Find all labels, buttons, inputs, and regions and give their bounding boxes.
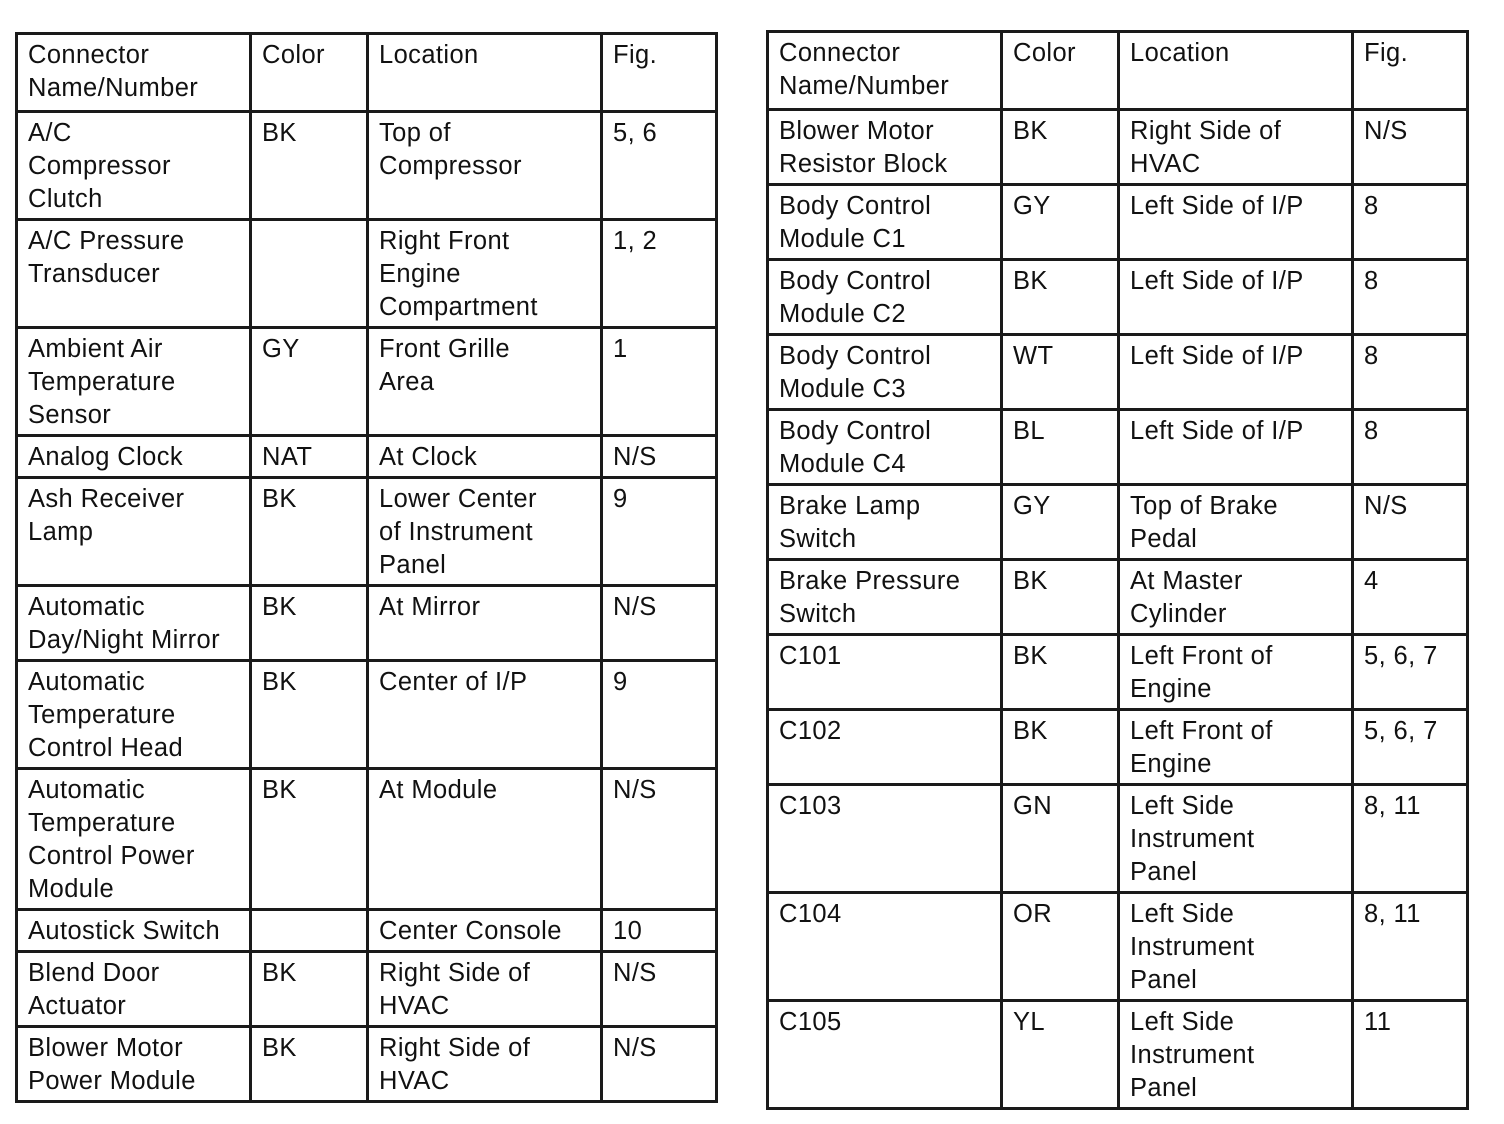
connector-name-cell: Body Control Module C1 [768, 185, 1002, 260]
location-cell: Center of I/P [368, 661, 602, 769]
table-row [17, 769, 717, 910]
color-cell: WT [1002, 335, 1119, 410]
table-row [768, 410, 1468, 485]
location-cell: Left Side Instrument Panel [1119, 893, 1353, 1001]
color-cell [251, 910, 368, 952]
fig-cell: N/S [1353, 485, 1468, 560]
color-cell: OR [1002, 893, 1119, 1001]
connector-name-cell: Body Control Module C2 [768, 260, 1002, 335]
location-cell: Left Side of I/P [1119, 185, 1353, 260]
fig-cell: 8, 11 [1353, 785, 1468, 893]
color-cell: BK [251, 478, 368, 586]
connector-name-cell: Blower Motor Resistor Block [768, 110, 1002, 185]
connector-name-cell: Automatic Temperature Control Power Module [17, 769, 251, 910]
connector-name-cell: Blower Motor Power Module [17, 1027, 251, 1102]
color-cell: GY [1002, 485, 1119, 560]
location-cell: Right Front Engine Compartment [368, 220, 602, 328]
connector-name-cell: Ambient Air Temperature Sensor [17, 328, 251, 436]
fig-cell: 4 [1353, 560, 1468, 635]
connector-name-cell: A/C Compressor Clutch [17, 112, 251, 220]
location-cell: Top of Brake Pedal [1119, 485, 1353, 560]
location-cell: Left Side Instrument Panel [1119, 785, 1353, 893]
fig-cell: 9 [602, 478, 717, 586]
color-cell: GN [1002, 785, 1119, 893]
connector-name-cell: Analog Clock [17, 436, 251, 478]
connector-name-cell: Autostick Switch [17, 910, 251, 952]
table-row [768, 260, 1468, 335]
fig-cell: N/S [602, 769, 717, 910]
fig-cell: 8 [1353, 335, 1468, 410]
connector-name-cell: Automatic Temperature Control Head [17, 661, 251, 769]
color-cell: GY [1002, 185, 1119, 260]
fig-cell: 1, 2 [602, 220, 717, 328]
location-cell: Right Side of HVAC [1119, 110, 1353, 185]
table-row [768, 185, 1468, 260]
connector-name-cell: Automatic Day/Night Mirror [17, 586, 251, 661]
connector-name-cell: C104 [768, 893, 1002, 1001]
header-location: Location [1119, 32, 1353, 110]
fig-cell: N/S [1353, 110, 1468, 185]
table-row [17, 661, 717, 769]
fig-cell: 8, 11 [1353, 893, 1468, 1001]
connector-name-cell: C101 [768, 635, 1002, 710]
color-cell: GY [251, 328, 368, 436]
location-cell: Left Side of I/P [1119, 335, 1353, 410]
location-cell: Left Side of I/P [1119, 260, 1353, 335]
location-cell: At Clock [368, 436, 602, 478]
location-cell: Top of Compressor [368, 112, 602, 220]
table-row [17, 952, 717, 1027]
table-row [768, 893, 1468, 1001]
header-location: Location [368, 34, 602, 112]
location-cell: At Master Cylinder [1119, 560, 1353, 635]
header-color: Color [251, 34, 368, 112]
table-row [17, 436, 717, 478]
table-row [768, 1001, 1468, 1109]
fig-cell: N/S [602, 436, 717, 478]
location-cell: Center Console [368, 910, 602, 952]
table-row [768, 710, 1468, 785]
connector-name-cell: Brake Lamp Switch [768, 485, 1002, 560]
fig-cell: N/S [602, 1027, 717, 1102]
connector-name-cell: Brake Pressure Switch [768, 560, 1002, 635]
fig-cell: 11 [1353, 1001, 1468, 1109]
table-row [768, 335, 1468, 410]
location-cell: At Module [368, 769, 602, 910]
header-connector-name: Connector Name/Number [768, 32, 1002, 110]
location-cell: Left Front of Engine [1119, 635, 1353, 710]
connector-table-left [15, 32, 718, 1103]
fig-cell: 8 [1353, 260, 1468, 335]
color-cell: NAT [251, 436, 368, 478]
fig-cell: 5, 6, 7 [1353, 635, 1468, 710]
location-cell: Lower Center of Instrument Panel [368, 478, 602, 586]
table-row [17, 478, 717, 586]
connector-name-cell: C102 [768, 710, 1002, 785]
table-row [17, 1027, 717, 1102]
location-cell: Left Side Instrument Panel [1119, 1001, 1353, 1109]
connector-name-cell: Body Control Module C3 [768, 335, 1002, 410]
connector-name-cell: Ash Receiver Lamp [17, 478, 251, 586]
color-cell: BK [1002, 260, 1119, 335]
color-cell: BK [251, 1027, 368, 1102]
location-cell: Front Grille Area [368, 328, 602, 436]
color-cell: BK [1002, 710, 1119, 785]
header-fig: Fig. [1353, 32, 1468, 110]
header-connector-name: Connector Name/Number [17, 34, 251, 112]
header-fig: Fig. [602, 34, 717, 112]
header-color: Color [1002, 32, 1119, 110]
table-row [17, 910, 717, 952]
connector-table-right [766, 30, 1469, 1110]
color-cell: BK [251, 769, 368, 910]
color-cell: BK [1002, 635, 1119, 710]
connector-name-cell: C105 [768, 1001, 1002, 1109]
table-row [17, 112, 717, 220]
location-cell: Right Side of HVAC [368, 952, 602, 1027]
fig-cell: 9 [602, 661, 717, 769]
connector-name-cell: A/C Pressure Transducer [17, 220, 251, 328]
location-cell: Right Side of HVAC [368, 1027, 602, 1102]
table-row [768, 785, 1468, 893]
header-row [17, 34, 717, 112]
color-cell: BK [251, 112, 368, 220]
fig-cell: N/S [602, 952, 717, 1027]
location-cell: Left Side of I/P [1119, 410, 1353, 485]
table-row [17, 586, 717, 661]
connector-name-cell: Body Control Module C4 [768, 410, 1002, 485]
table-row [768, 485, 1468, 560]
table-row [17, 220, 717, 328]
color-cell: YL [1002, 1001, 1119, 1109]
color-cell: BK [1002, 560, 1119, 635]
color-cell: BK [251, 661, 368, 769]
fig-cell: 5, 6 [602, 112, 717, 220]
fig-cell: 10 [602, 910, 717, 952]
color-cell: BK [251, 586, 368, 661]
table-row [768, 635, 1468, 710]
table-row [17, 328, 717, 436]
fig-cell: N/S [602, 586, 717, 661]
table-row [768, 560, 1468, 635]
header-row [768, 32, 1468, 110]
color-cell: BK [251, 952, 368, 1027]
table-row [768, 110, 1468, 185]
fig-cell: 1 [602, 328, 717, 436]
location-cell: At Mirror [368, 586, 602, 661]
connector-name-cell: C103 [768, 785, 1002, 893]
fig-cell: 5, 6, 7 [1353, 710, 1468, 785]
color-cell [251, 220, 368, 328]
color-cell: BL [1002, 410, 1119, 485]
fig-cell: 8 [1353, 410, 1468, 485]
connector-name-cell: Blend Door Actuator [17, 952, 251, 1027]
fig-cell: 8 [1353, 185, 1468, 260]
location-cell: Left Front of Engine [1119, 710, 1353, 785]
color-cell: BK [1002, 110, 1119, 185]
